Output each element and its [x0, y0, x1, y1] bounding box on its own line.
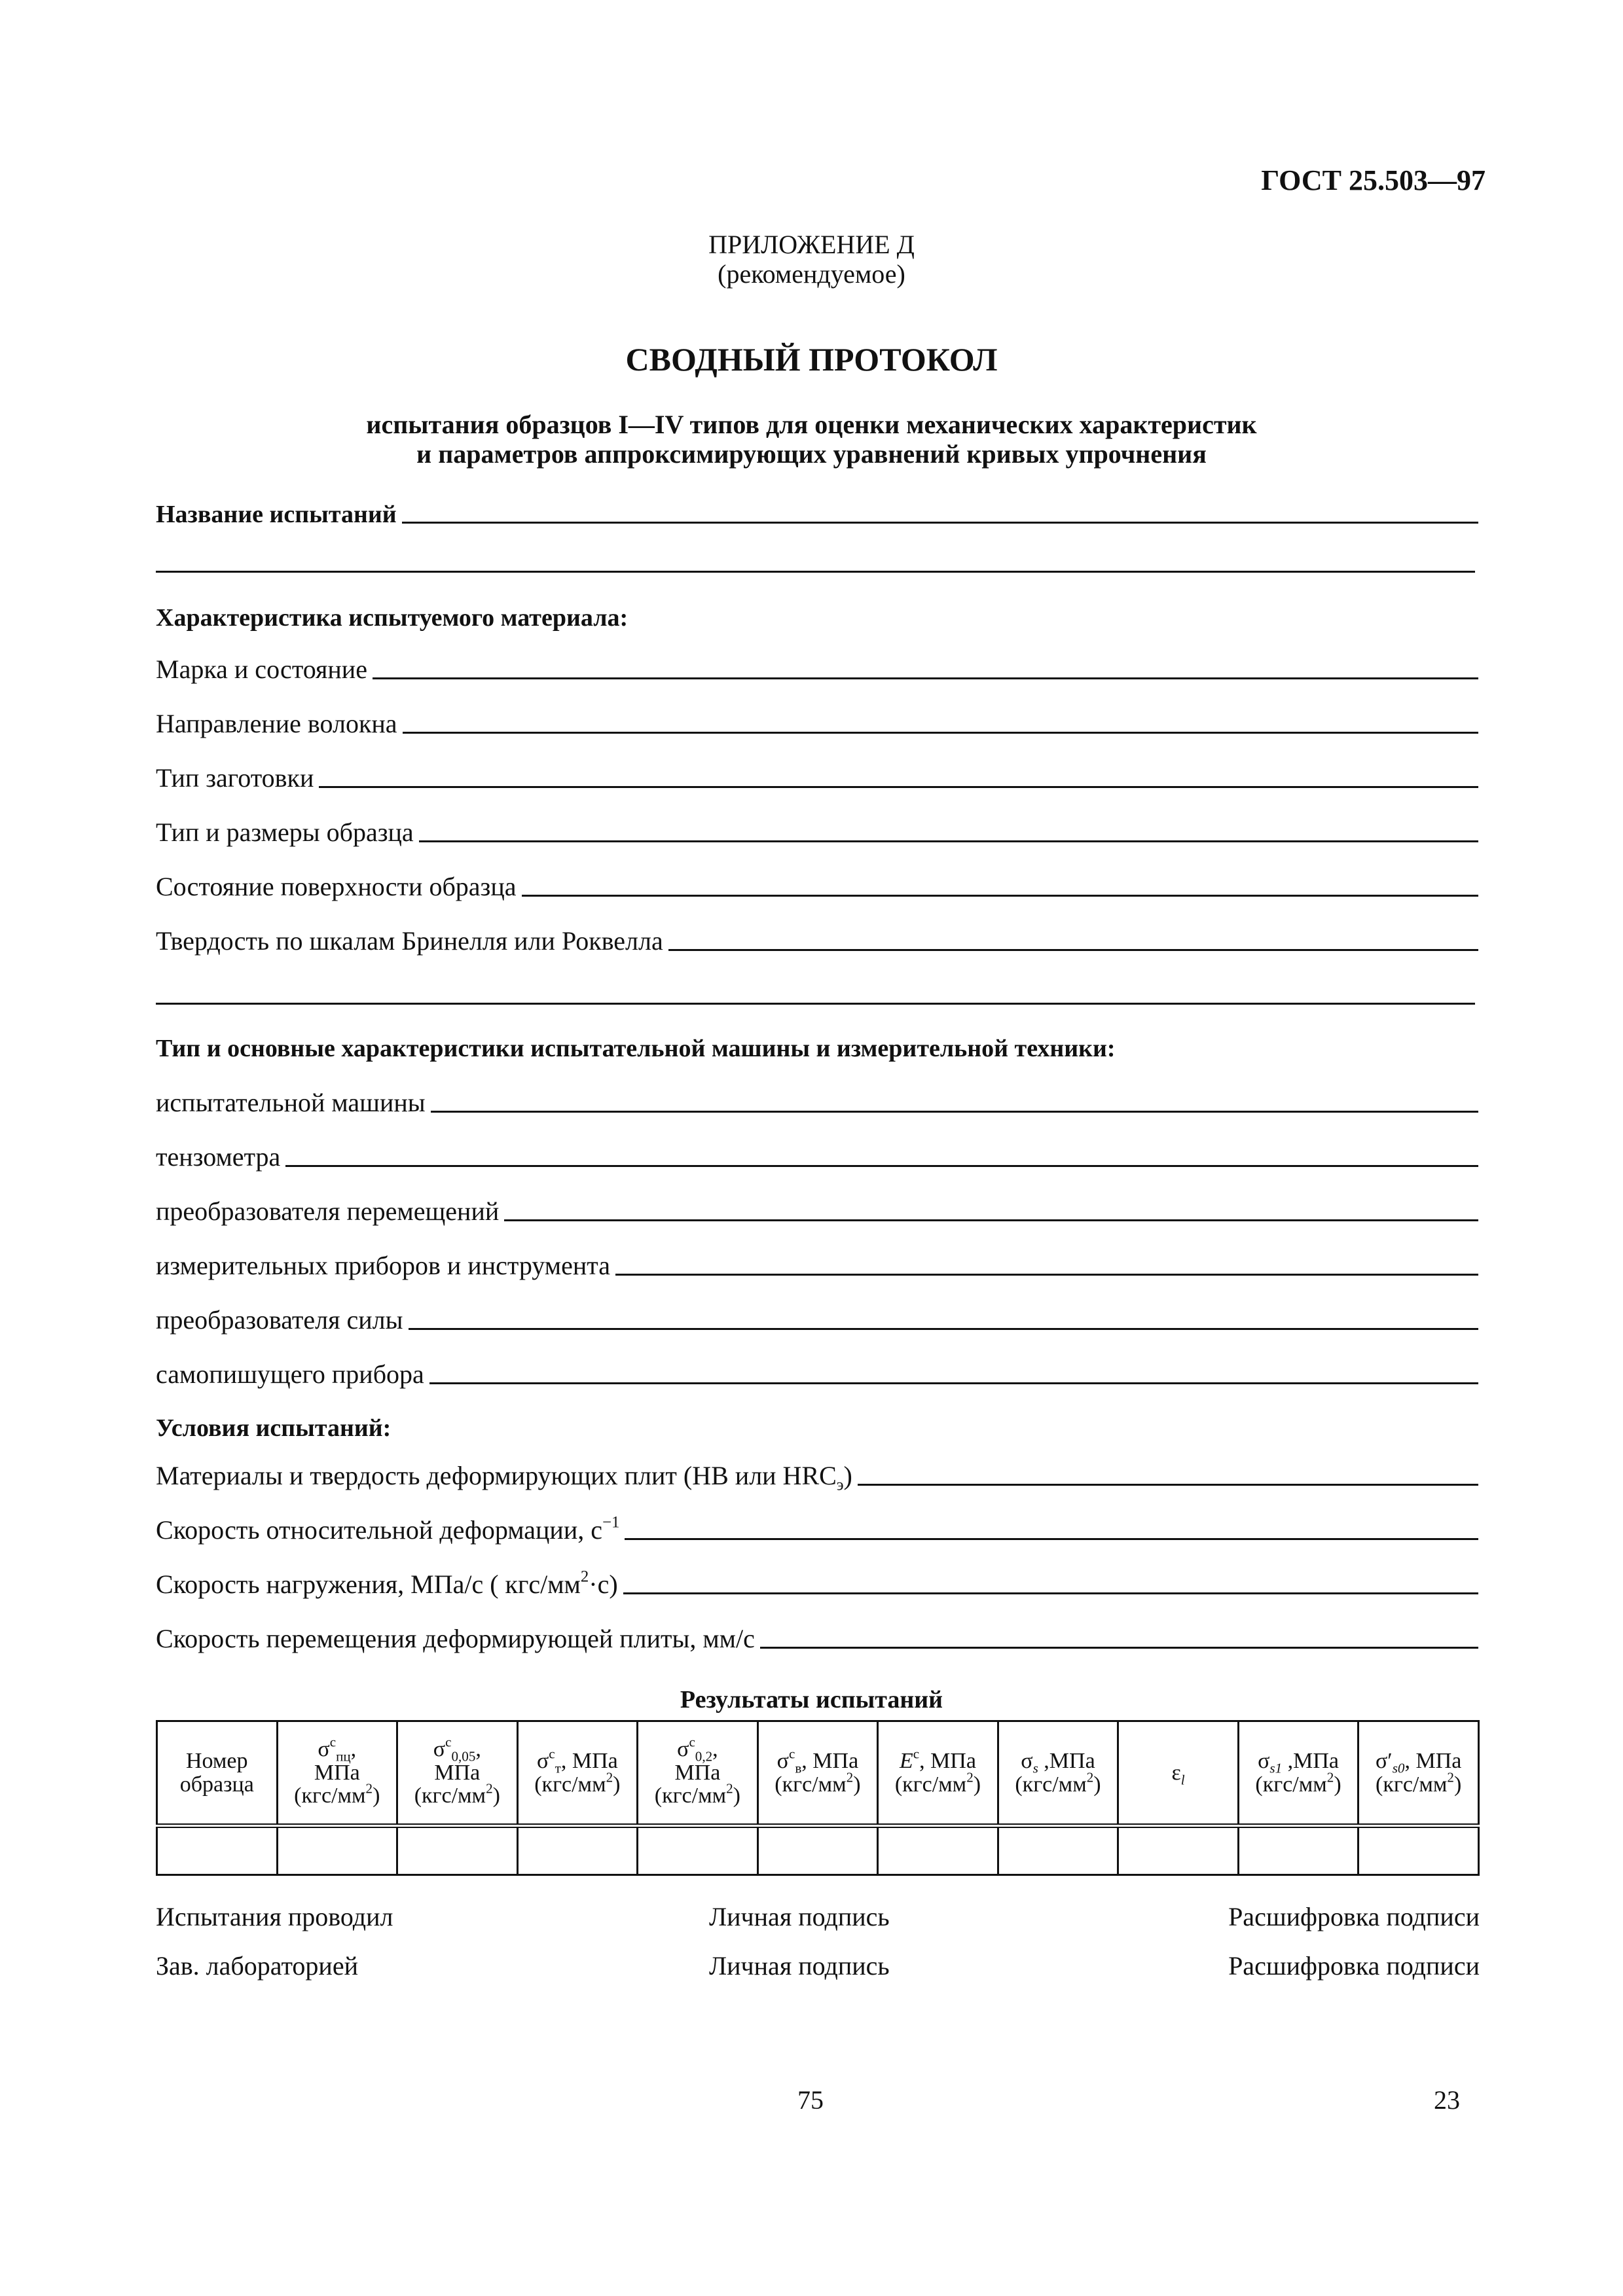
field-label: Тип и размеры образца — [156, 817, 414, 847]
col-sample-number: Номер образца — [157, 1721, 278, 1826]
signature-sign-tester: Личная подпись — [709, 1902, 890, 1931]
field-label: Состояние поверхности образца — [156, 872, 517, 901]
signature-decode-head: Расшифровка подписи — [1228, 1951, 1480, 1981]
table-cell[interactable] — [878, 1826, 998, 1875]
field-input-line[interactable] — [419, 814, 1478, 842]
field-label: преобразователя перемещений — [156, 1196, 500, 1226]
test-name-field — [156, 492, 1478, 529]
field-label: Направление волокна — [156, 709, 397, 738]
col-e-modulus: $E^c$, МПа $(кгс/мм^2)$ — [878, 1721, 998, 1826]
material-heading: Характеристика испытуемого материала: — [156, 604, 629, 632]
field-input-line[interactable] — [431, 1085, 1478, 1113]
signature-sign-head: Личная подпись — [709, 1951, 890, 1981]
machine-field-machine — [156, 1081, 1478, 1118]
page-number-right: 23 — [1434, 2085, 1460, 2115]
machine-field-force — [156, 1299, 1478, 1335]
material-field-grade — [156, 648, 1478, 685]
field-input-line[interactable] — [373, 651, 1478, 679]
test-name-label: Название испытаний — [156, 501, 397, 528]
test-name-input-line[interactable] — [402, 495, 1478, 524]
col-sigma-02: $\sigma^c_{0,2}$, МПа $(кгс/мм^2)$ — [638, 1721, 758, 1826]
field-label: Скорость относительной деформации, $с^{-1}$ — [156, 1513, 620, 1545]
col-sigma-v: $\sigma^c_в$, МПа $(кгс/мм^2)$ — [757, 1721, 878, 1826]
table-cell[interactable] — [1238, 1826, 1359, 1875]
appendix-label: ПРИЛОЖЕНИЕ Д — [708, 230, 915, 259]
conditions-field-plate-speed — [156, 1617, 1478, 1654]
col-sigma-005: $\sigma^c_{0,05}$, МПа $(кгс/мм^2)$ — [397, 1721, 518, 1826]
field-input-line[interactable] — [623, 1566, 1478, 1594]
field-input-line[interactable] — [319, 760, 1478, 788]
material-field-blank — [156, 757, 1478, 793]
machine-field-displacement — [156, 1190, 1478, 1227]
table-cell[interactable] — [157, 1826, 278, 1875]
table-cell[interactable] — [517, 1826, 638, 1875]
hardness-continuation-line[interactable] — [156, 1003, 1475, 1005]
material-field-fiber — [156, 702, 1478, 739]
field-input-line[interactable] — [403, 706, 1478, 734]
standard-number: ГОСТ 25.503—97 — [1261, 164, 1486, 196]
appendix-note: (рекомендуемое) — [718, 259, 905, 289]
table-cell[interactable] — [757, 1826, 878, 1875]
machine-heading: Тип и основные характеристики испытательной машины и измерительной техники: — [156, 1035, 1116, 1062]
col-sigma-s: $\sigma_s$ ,МПа $(кгс/мм^2)$ — [998, 1721, 1118, 1826]
conditions-field-plates — [156, 1454, 1478, 1494]
conditions-field-load-rate — [156, 1563, 1478, 1600]
signature-decode-tester: Расшифровка подписи — [1228, 1902, 1480, 1931]
results-title: Результаты испытаний — [680, 1686, 943, 1713]
field-label: измерительных приборов и инструмента — [156, 1251, 610, 1280]
field-label: Твердость по шкалам Бринелля или Роквелла — [156, 926, 663, 956]
conditions-field-strain-rate — [156, 1509, 1478, 1545]
table-cell[interactable] — [1118, 1826, 1239, 1875]
col-sigma-t: $\sigma^c_т$, МПа $(кгс/мм^2)$ — [517, 1721, 638, 1826]
field-label: испытательной машины — [156, 1088, 426, 1117]
field-input-line[interactable] — [625, 1512, 1478, 1540]
col-sigma-s0: $\sigma'_{s0}$, МПа $(кгс/мм^2)$ — [1359, 1721, 1479, 1826]
col-epsilon-l: $\varepsilon_l$ — [1118, 1721, 1239, 1826]
field-input-line[interactable] — [760, 1621, 1478, 1649]
field-input-line[interactable] — [429, 1356, 1478, 1384]
field-label: тензометра — [156, 1142, 281, 1172]
page-number-center: 75 — [797, 2085, 824, 2115]
subtitle-line-1: испытания образцов I—IV типов для оценки механических характеристик — [366, 410, 1257, 439]
field-label: преобразователя силы — [156, 1305, 403, 1335]
field-label: Скорость нагружения, МПа/с ( кгс/$мм^2\cdot с$) — [156, 1568, 618, 1599]
test-name-continuation-line[interactable] — [156, 571, 1475, 573]
field-label: Марка и состояние — [156, 655, 367, 684]
subtitle-line-2: и параметров аппроксимирующих уравнений кривых упрочнения — [416, 439, 1207, 469]
field-label: Материалы и твердость деформирующих плит (НВ или $HRC_э$) — [156, 1461, 852, 1494]
table-cell[interactable] — [998, 1826, 1118, 1875]
machine-field-tensometer — [156, 1136, 1478, 1172]
field-label: Скорость перемещения деформирующей плиты, мм/с — [156, 1624, 755, 1653]
col-sigma-pts: $\sigma^c_{пц}$, МПа $(кгс/мм^2)$ — [277, 1721, 397, 1826]
signature-role-head: Зав. лабораторией — [156, 1951, 358, 1981]
field-input-line[interactable] — [858, 1458, 1478, 1486]
document-title: СВОДНЫЙ ПРОТОКОЛ — [625, 341, 998, 378]
table-row — [157, 1826, 1479, 1875]
table-cell[interactable] — [277, 1826, 397, 1875]
field-input-line[interactable] — [409, 1302, 1479, 1330]
table-header-row — [157, 1721, 1479, 1826]
material-field-hardness — [156, 920, 1478, 956]
material-field-specimen — [156, 811, 1478, 848]
field-input-line[interactable] — [522, 869, 1478, 897]
material-field-surface — [156, 865, 1478, 902]
machine-field-instruments — [156, 1244, 1478, 1281]
table-cell[interactable] — [1359, 1826, 1479, 1875]
field-input-line[interactable] — [668, 923, 1478, 951]
results-table — [156, 1720, 1480, 1876]
field-label: самопишущего прибора — [156, 1359, 424, 1389]
conditions-heading: Условия испытаний: — [156, 1414, 392, 1442]
table-cell[interactable] — [638, 1826, 758, 1875]
signature-role-tester: Испытания проводил — [156, 1902, 393, 1931]
machine-field-recorder — [156, 1353, 1478, 1390]
field-label: Тип заготовки — [156, 763, 314, 793]
table-cell[interactable] — [397, 1826, 518, 1875]
field-input-line[interactable] — [504, 1193, 1478, 1221]
field-input-line[interactable] — [615, 1247, 1478, 1276]
field-input-line[interactable] — [285, 1139, 1478, 1167]
col-sigma-s1: $\sigma_{s1}$ ,МПа $(кгс/мм^2)$ — [1238, 1721, 1359, 1826]
